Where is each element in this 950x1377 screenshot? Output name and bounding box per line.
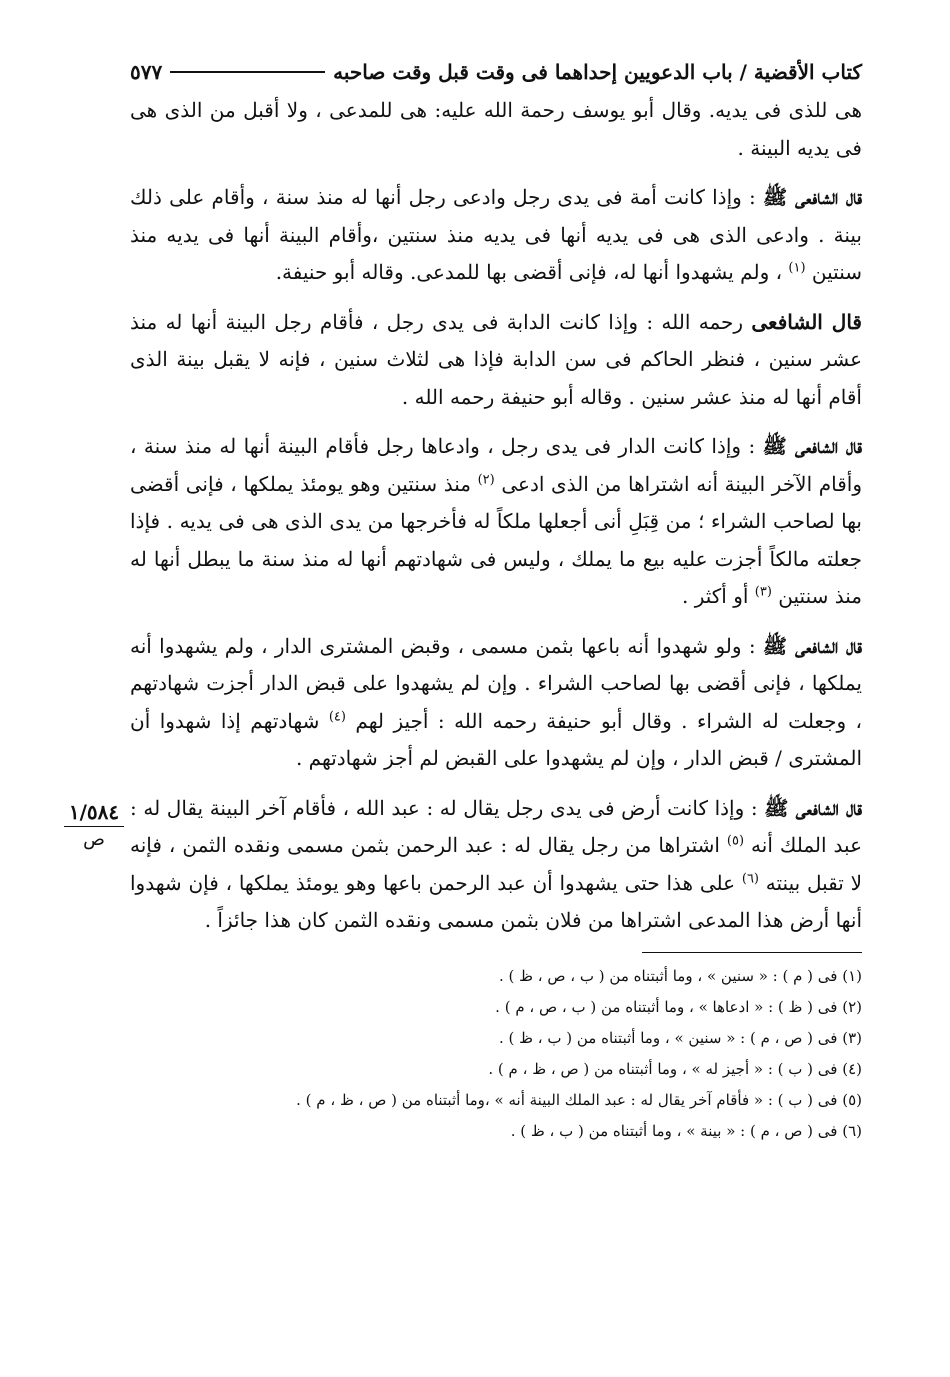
body-text	[130, 92, 862, 940]
footnote-reference: (٢)	[477, 471, 495, 487]
paragraph-text: : وإذا كانت أمة فى يدى رجل وادعى رجل أنها له منذ سنة ، وأقام على ذلك بينة . وادعى الذى هى فى يديه أنها فى يديه منذ سنتين ،وأقام البينة أنها فى يديه منذ سنتين	[130, 185, 862, 284]
page-number: ٥٧٧	[130, 60, 163, 84]
paragraph-text: شهادتهم إذا شهدوا أن المشترى / قبض الدار ، وإن لم يشهدوا على القبض لم أجز شهادتهم .	[130, 708, 862, 770]
paragraph-text: رحمه الله : وإذا كانت الدابة فى يدى رجل ، فأقام رجل البينة أنها له منذ عشر سنين ، فنظر الحاكم فى سن الدابة فإذا هى لثلاث سنين ، فإنه لا يقبل بينة الذى أقام أنها له منذ عشر سنين . وقاله أبو حنيفة رحمه الله .	[130, 309, 862, 409]
speaker-label: قال الشافعى ﷺ	[764, 795, 863, 820]
footnote-separator	[642, 952, 862, 953]
paragraph	[130, 179, 862, 292]
footnote: (٢) فى ( ظ ) : « ادعاها » ، وما أثبتناه من ( ب ، ص ، م ) .	[495, 997, 862, 1016]
paragraph	[130, 304, 862, 417]
paragraph	[130, 92, 862, 167]
book-page	[130, 52, 862, 1147]
paragraph	[130, 790, 862, 940]
speaker-label: قال الشافعى ﷺ	[763, 185, 862, 209]
manuscript-margin-reference	[64, 800, 124, 850]
footnote-reference: (١)	[788, 260, 806, 276]
footnote: (١) فى ( م ) : « سنين » ، وما أثبتناه من ( ب ، ص ، ظ ) .	[498, 966, 862, 985]
speaker-label: قال الشافعى	[751, 309, 862, 334]
speaker-label: قال الشافعى ﷺ	[762, 434, 862, 458]
paragraph-text: : ولو شهدوا أنه باعها بثمن مسمى ، وقبض المشترى الدار ، ولم يشهدوا أنه يملكها ، فإنى أقضى بها لصاحب الشراء . وإن لم يشهدوا على قبض الدار أجزت شهادتهم ، وجعلت له الشراء . وقال أبو حنيفة رحمه الله : أجيز لهم	[130, 633, 863, 733]
speaker-label: قال الشافعى ﷺ	[762, 633, 862, 658]
header-rule	[170, 71, 325, 73]
paragraph-text: منذ سنتين وهو يومئذ يملكها ، فإنى أقضى بها لصاحب الشراء ؛ من قِبَلِ أنى أجعلها ملكاً له فأخرجها من يدى الذى هى فى يديه . فإذا جعلته مالكاً أجزت عليه بيع ما يملك ، وليس فى شهادتهم أنها له منذ سنة ما يبطل أنها له منذ سنتين	[130, 471, 862, 608]
margin-folio-number: ١/٥٨٤	[64, 800, 124, 827]
footnote-reference: (٤)	[328, 708, 346, 724]
footnote: (٤) فى ( ب ) : « أجيز له » ، وما أثبتناه من ( ص ، ظ ، م ) .	[488, 1059, 862, 1078]
paragraph-text: : وإذا كانت الدار فى يدى رجل ، وادعاها رجل فأقام البينة أنها له منذ سنة ، وأقام الآخر البينة أنه اشتراها من الذى ادعى	[130, 434, 863, 496]
footnote-reference: (٦)	[741, 870, 759, 886]
running-header	[130, 52, 862, 92]
paragraph	[130, 628, 862, 778]
footnote-reference: (٣)	[754, 584, 772, 600]
footnote: (٦) فى ( ص ، م ) : « بينة » ، وما أثبتناه من ( ب ، ظ ) .	[510, 1121, 862, 1140]
paragraph-text: اشتراها من رجل يقال له : عبد الرحمن بثمن مسمى ونقده الثمن ، فإنه لا تقبل بينته	[130, 833, 863, 895]
paragraph-text: على هذا حتى يشهدوا أن عبد الرحمن باعها وهو يومئذ يملكها ، فإن شهدوا أنها أرض هذا المدعى اشتراها من فلان بثمن مسمى ونقده الثمن كان هذا جائزاً .	[130, 870, 862, 932]
margin-manuscript-symbol: ص	[83, 829, 105, 850]
footnote: (٣) فى ( ص ، م ) : « سنين » ، وما أثبتناه من ( ب ، ظ ) .	[498, 1028, 862, 1047]
footnote: (٥) فى ( ب ) : « فأقام آخر يقال له : عبد الملك البينة أنه » ،وما أثبتناه من ( ص ، ظ ، م ) .	[296, 1090, 862, 1109]
paragraph-text: ، ولم يشهدوا أنها له، فإنى أقضى بها للمدعى. وقاله أبو حنيفة.	[275, 260, 783, 284]
paragraph-text: : وإذا كانت أرض فى يدى رجل يقال له : عبد الله ، فأقام آخر البينة يقال له : عبد الملك أنه	[130, 795, 863, 857]
footnotes	[130, 961, 862, 1147]
paragraph-text: هى للذى فى يديه. وقال أبو يوسف رحمة الله عليه: هى للمدعى ، ولا أقبل من الذى هى فى يديه البينة .	[130, 98, 862, 160]
paragraph-text: أو أكثر .	[682, 584, 749, 608]
footnote-reference: (٥)	[726, 833, 745, 849]
chapter-title: كتاب الأقضية / باب الدعويين إحداهما فى وقت قبل وقت صاحبه	[333, 60, 862, 84]
paragraph	[130, 428, 862, 616]
